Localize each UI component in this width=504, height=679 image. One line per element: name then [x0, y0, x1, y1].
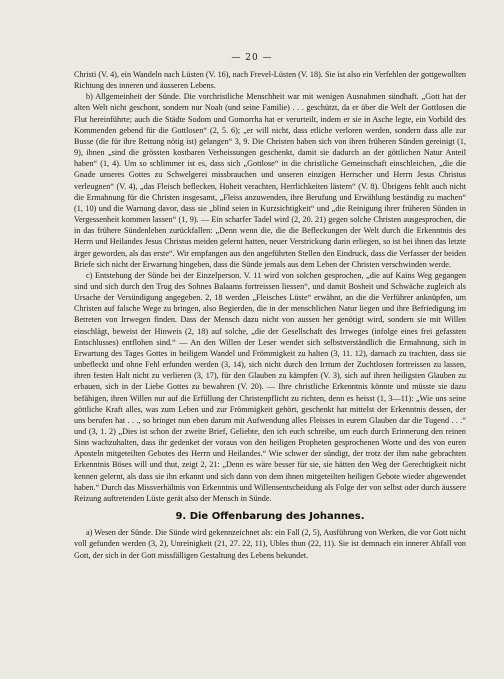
- page-number: — 20 —: [231, 53, 273, 63]
- paragraph: a) Wesen der Sünde. Die Sünde wird gekennzeichnet als: ein Fall (2, 5), Ausführung von Werken, die vor Gott nicht voll gefunden werden (3, 2), Unreinigkeit (21, 27. 22, 11), Ubles thun (22, 11). Sie ist demnach ein innerer Abfall von Gott, der sich in der Gott missfälligen Gestaltung des Lebens bekundet.: [74, 528, 466, 560]
- paragraph: Christi (V. 4), ein Wandeln nach Lüsten (V. 16), nach Frevel-Lüsten (V. 18). Sie ist also ein Verfehlen der gottgewollten Richtung des inneren und äusseren Lebens.: [74, 70, 466, 91]
- section-heading: 9. Die Offenbarung des Johannes.: [175, 511, 365, 523]
- paragraph: c) Entstehung der Sünde bei der Einzelperson. V. 11 wird von solchen gesprochen, „die auf Kains Weg gegangen sind und sich durch den Trug des Sohnes Balaams fortreissen liessen“, und damit Bosheit und Schwäche zugleich als Ursache der Versündigung angegeben. 2, 18 werden „Fleisches Lüste“ erwähnt, an die die Verführer anknüpfen, um Christen auf falsche Wege zu bringen, also Begierden, die in der menschlichen Natur liegen und ihre Befriedigung im Betreten von Irrwegen finden. Dass der Mensch dazu nicht von aussen her genötigt wird, sondern sie mit Willen einschlägt, beweist der Hinweis (2, 18) auf solche, „die der Gesellschaft des Irrweges (infolge eines frei gefassten Entschlusses) entflohen sind.“ — An den Willen der Leser wendet sich selbstverständlich die Ermahnung, sich in Erwartung des Tages Gottes in heiligem Wandel und Frömmigkeit zu halten (3, 11. 12), darnach zu trachten, dass sie unbefleckt und ohne Fehl erfunden werden (3, 14), sich nicht durch den Irrtum der Zuchtlosen fortreissen zu lassen, ihren festen Halt nicht zu verlieren (3, 17), für den Glauben zu kämpfen (V. 3), sich auf ihren heiligsten Glauben zu erbauen, sich in der Liebe Gottes zu bewahren (V. 20). — Ihre christliche Erkenntnis könnte und müsste sie dazu befähigen, ihren Willen nur auf die Erfüllung der Christenpflicht zu richten, denn es heisst (1, 3—11): „Wie uns seine göttliche Kraft alles, was zum Leben und zur Frömmigkeit gehört, geschenkt hat mittelst der Erkenntnis dessen, der uns berufen hat . . ., so bringet nun eben darum mit Aufwendung alles Fleisses in eurem Glauben dar die Tugend . . .“ und (3, 1. 2) „Dies ist schon der zweite Brief, Geliebte, den ich euch schreibe, um euch durch Erinnerung den reinen Sinn wachzuhalten, dass ihr gedenket der voraus von den heiligen Propheten gesprochenen Worte und des von euren Aposteln mitgeteilten Gebotes des Herrn und Heilandes.“ Wie schwer der sündigt, der trotz der ihm nahe gebrachten Erkenntnis Böses will und thut, zeigt 2, 21: „Denn es wäre besser für sie, sie hätten den Weg der Gerechtigkeit nicht kennen gelernt, als dass sie ihn erkannt und sich dann von dem ihnen mitgeteilten heiligen Gebote wieder abgewendet haben.“ Durch das Missverhältnis von Erkenntnis und Willensentscheidung als Folge der von selbst oder durch äussere Reizung auftretenden Lüste gerät also der Mensch in Sünde.: [74, 270, 466, 503]
- body-text: [74, 69, 466, 561]
- paragraph: b) Allgemeinheit der Sünde. Die vorchristliche Menschheit war mit wenigen Ausnahmen sündhaft. „Gott hat der alten Welt nicht geschont, sondern nur Noah (und seine Familie) . . . geschützt, da er über die Welt der Gottlosen die Flut hereinführte; auch die Städte Sodom und Gomorrha hat er verurteilt, indem er sie in Asche legte, ein Vorbild des Kommenden gebend für die Gottlosen“ (2, 5. 6); „er will nicht, dass etliche verloren werden, sondern dass alle zur Busse (die für ihre Rettung nötig ist) gelangen“ 3, 9. Die Christen haben sich von ihren früheren Sünden gereinigt (1, 9), ihnen „sind die grössten kostbaren Verheissungen geschenkt, damit sie dadurch an der göttlichen Natur Anteil haben“ (1, 4). Um so schlimmer ist es, dass sich „Gottlose“ in die christliche Gemeinschaft einschleichen, „die die Gnade unseres Gottes zu Schwelgerei missbrauchen und unseren einzigen Herrscher und Herrn Jesus Christus verleugnen“ (V. 4), „das Fleisch beflecken, Hoheit verachten, Herrlichkeiten lästern“ (V. 8). Übrigens fehlt auch nicht die Ermahnung für die Christen insgesamt, „Fleiss anzuwenden, ihre Berufung und Erwählung beständig zu machen“ (1, 10) und die Warnung davor, dass sie „blind seien in Kurzsichtigkeit“ und „die Reinigung ihrer früheren Sünden in Vergessenheit kommen lassen“ (1, 9). — Ein scharfer Tadel wird (2, 20. 21) gegen solche Christen ausgesprochen, die in das frühere Sündenleben zurückfallen: „Denn wenn die, die die Befleckungen der Welt durch die Erkenntnis des Herrn und Heilandes Jesus Christus meiden gelernt hatten, neuer Verstrickung darin erliegen, so ist bei ihnen das letzte ärger geworden, als das erste“. Wir empfangen aus den angeführten Stellen den Eindruck, dass die Verfasser der beiden Briefe sich nicht der Erwartung hingeben, dass die Sünde jemals aus dem Leben der Christen verschwinden werde.: [74, 92, 466, 269]
